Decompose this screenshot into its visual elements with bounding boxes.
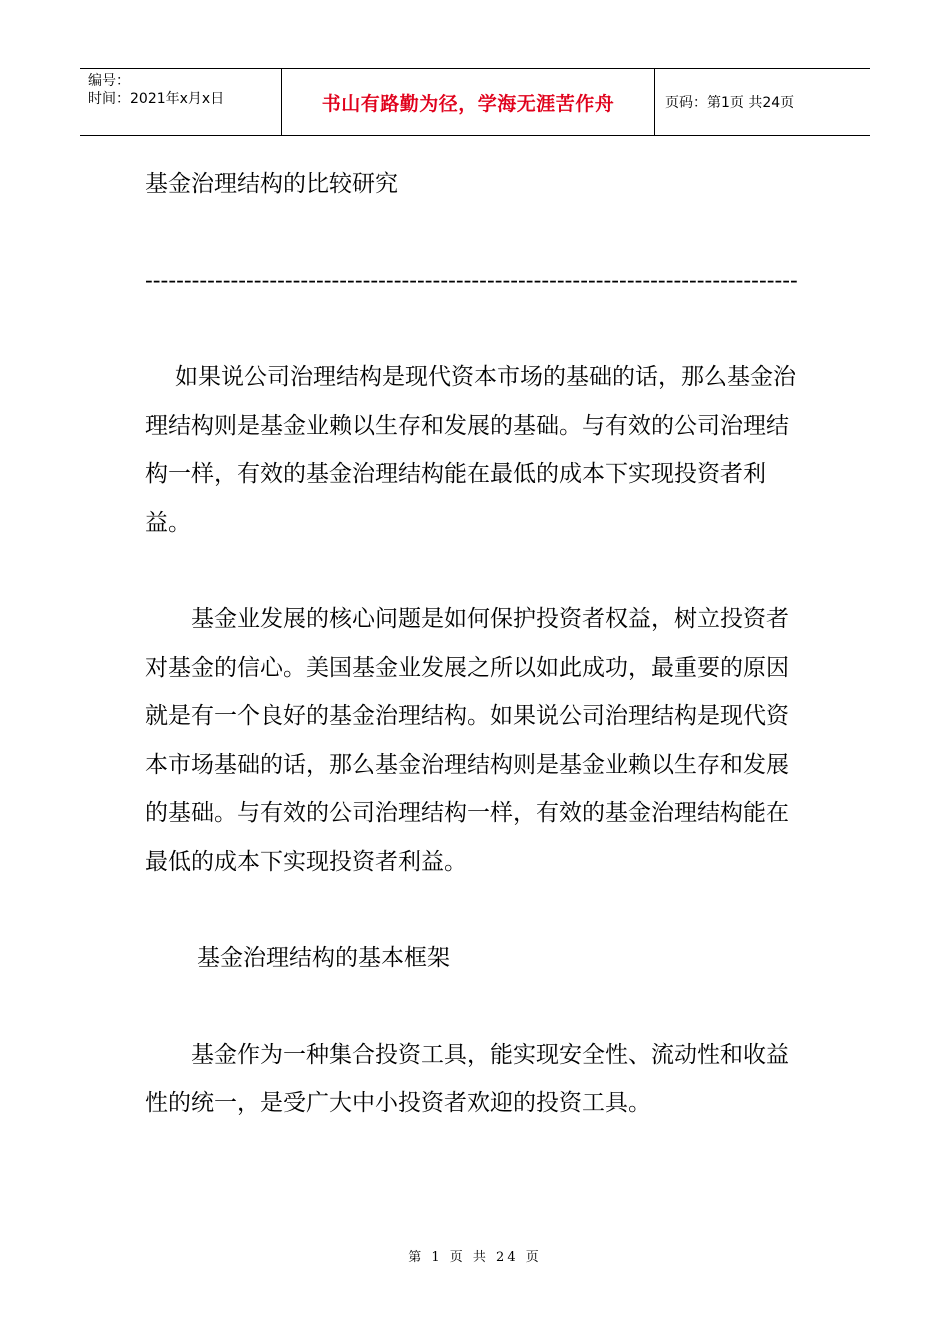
document-title: 基金治理结构的比较研究	[145, 171, 398, 197]
paragraph-2: 基金业发展的核心问题是如何保护投资者权益，树立投资者对基金的信心。美国基金业发展之所以如此成功，最重要的原因就是有一个良好的基金治理结构。如果说公司治理结构是现代资本市场基础的话，那么基金治理结构则是基金业赖以生存和发展的基础。与有效的公司治理结构一样，有效的基金治理结构能在最低的成本下实现投资者利益。	[145, 606, 789, 875]
separator-line: ------------------------------------------------------------------------------------	[145, 267, 798, 294]
header-motto: 书山有路勤为径，学海无涯苦作舟	[282, 69, 655, 135]
number-label: 编号：	[88, 73, 130, 89]
paragraph-1: 如果说公司治理结构是现代资本市场的基础的话，那么基金治理结构则是基金业赖以生存和发展的基础。与有效的公司治理结构一样，有效的基金治理结构能在最低的成本下实现投资者利益。	[145, 364, 796, 536]
paragraph-3: 基金作为一种集合投资工具，能实现安全性、流动性和收益性的统一，是受广大中小投资者欢迎的投资工具。	[145, 1041, 789, 1116]
date-label: 时间：2021年x月x日	[88, 91, 225, 107]
page-footer: 第 1 页 共 24 页	[408, 1250, 542, 1265]
document-header	[80, 68, 870, 136]
section-heading: 基金治理结构的基本框架	[197, 945, 450, 971]
header-page-info: 页码：第1页 共24页	[665, 95, 795, 111]
header-meta-cell	[80, 69, 282, 135]
document-body	[145, 160, 810, 1128]
